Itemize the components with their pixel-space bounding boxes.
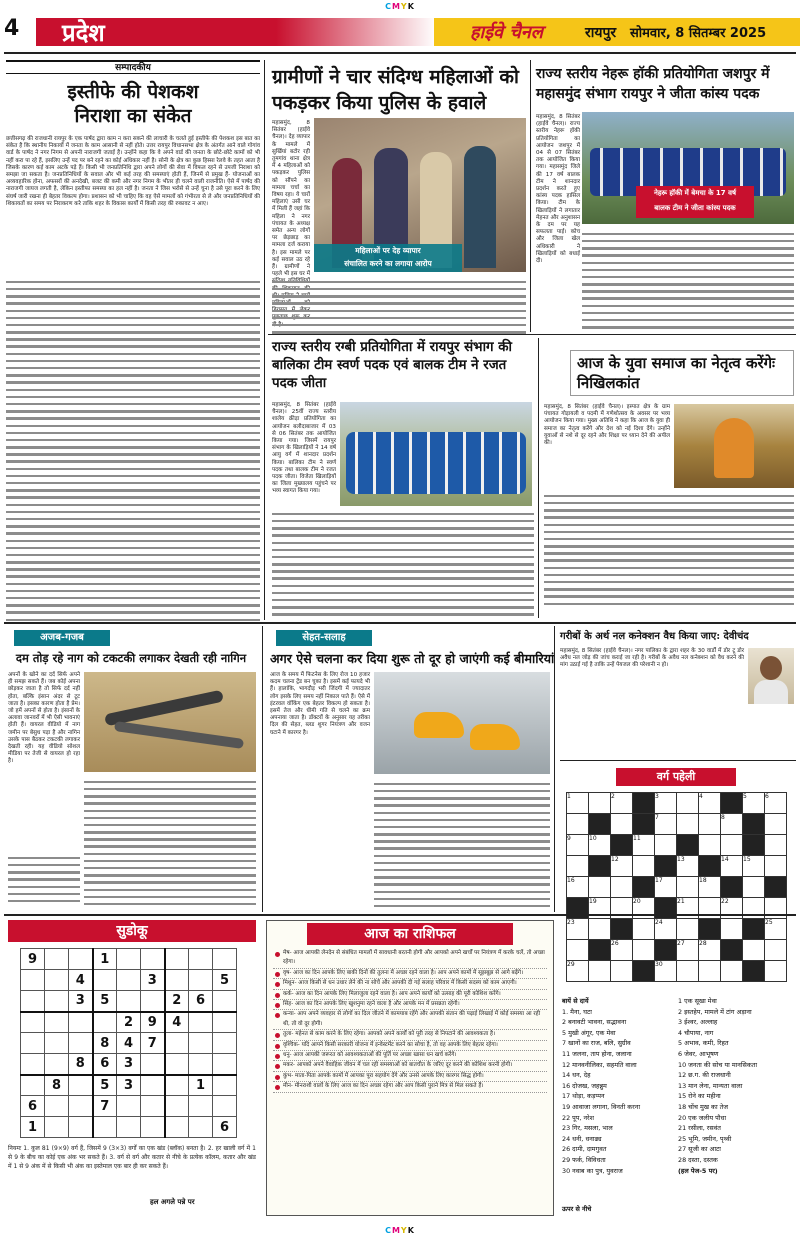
editorial-headline-1: इस्तीफे की पेशकश [67, 81, 199, 103]
section-title: प्रदेश [62, 18, 105, 47]
sudoku-cell [165, 1033, 189, 1054]
sudoku-answer-note: हल अगले पन्ने पर [150, 1198, 195, 1206]
across-clue: 1. मैना, घटा [562, 1007, 592, 1016]
sudoku-cell [117, 949, 141, 970]
story2-caption-line1: नेहरू हॉकी में बेमचा के 17 वर्ष [653, 189, 737, 197]
sudoku-cell: 2 [117, 1012, 141, 1033]
sudoku-cell: 6 [189, 991, 213, 1012]
down-clue: 13 मान लेना, मान्यता वाला [678, 1081, 743, 1090]
sudoku-cell [213, 1033, 237, 1054]
sudoku-cell [21, 991, 45, 1012]
story1-body-continued [272, 276, 526, 336]
sudoku-cell [189, 1012, 213, 1033]
editorial-body-continued [6, 281, 260, 621]
crossword-down [678, 996, 796, 1176]
crossword-title: वर्ग पहेली [616, 768, 736, 786]
horizontal-divider [268, 334, 796, 335]
sudoku-cell [213, 1075, 237, 1096]
sudoku-cell: 9 [21, 949, 45, 970]
sudoku-cell: 3 [117, 1054, 141, 1075]
ajab-body-continued [84, 776, 256, 908]
down-clue: 3 ईश्वर, अल्लाह [678, 1018, 718, 1027]
sudoku-cell: 7 [141, 1033, 165, 1054]
across-clue: 5 मुखी अंगूर, एक मेवा [562, 1028, 616, 1037]
sudoku-cell: 5 [93, 991, 117, 1012]
sudoku-cell [165, 970, 189, 991]
down-clue: 25 भूमि, जमीन, पृथ्वी [678, 1134, 732, 1143]
down-clue: 21 रसीला, रसवंत [678, 1124, 721, 1133]
across-clue: 26 दामी, दामगुवत [562, 1145, 607, 1154]
down-clue: 20 एक जलीय पौधा [678, 1113, 726, 1122]
sudoku-cell: 1 [21, 1117, 45, 1138]
ajab-photo [84, 672, 256, 772]
ajab-body-continued-2 [8, 852, 80, 908]
story2-body-continued [582, 228, 794, 332]
sehat-photo [374, 672, 550, 774]
story3-headline: राज्य स्तरीय रग्बी प्रतियोगिता में रायपुर संभाग की बालिका टीम स्वर्ण पदक एवं बालक टीम ने रजत पदक जीता [272, 339, 512, 391]
sudoku-cell [93, 970, 117, 991]
sudoku-cell [141, 949, 165, 970]
sudoku-rules: नियमः 1. कुल 81 (9×9) वर्ग हैं, जिसमें 9 (3×3) वर्गों का एक खंड (ब्लॉक) बनता है। 2. हर खाली वर्ग में 1 से 9 के बीच का कोई एक अंक भर सकते हैं। 3. वर्ग से वर्ग और कतार से नीचे के प्रत्येक कॉलम, कतार और खंड में 1 से 9 अंक में से किसी भी अंक का इस्तेमाल एक बार ही कर सकते हैं। [8, 1145, 256, 1170]
sudoku-cell: 6 [213, 1117, 237, 1138]
sudoku-title: सुडोकू [8, 920, 256, 942]
story2-caption-line2: बालक टीम ने जीता कांस्य पदक [654, 204, 736, 212]
sudoku-cell: 2 [165, 991, 189, 1012]
sudoku-cell [21, 1075, 45, 1096]
sudoku-cell: 8 [45, 1075, 69, 1096]
edition-city: रायपुर [585, 25, 617, 41]
down-clue: 2 इस्तहेप, मामले में टांग अड़ाना [678, 1007, 752, 1016]
crossword-across [562, 996, 674, 1176]
color-registration-bottom: CMYK [385, 1226, 415, 1235]
story1-photo-caption [314, 244, 462, 272]
sudoku-cell: 3 [69, 991, 93, 1012]
sudoku-cell: 5 [213, 970, 237, 991]
sudoku-cell [45, 1096, 69, 1117]
sudoku-cell [189, 949, 213, 970]
across-clue: 7 खानों का राज, बलि, सुग्रीव [562, 1039, 631, 1048]
editorial-label: सम्पादकीय [6, 60, 260, 74]
sehat-body-continued [374, 778, 550, 910]
editorial-body: छत्तीसगढ़ की राजधानी रायपुर के एक पार्षद द्वारा काम न करा सकने की लाचारी के चलते हुई इस्तीफे की पेशकश इस बात का संकेत है कि स्थानीय निकायों में जनता के काम आसानी से नहीं होते। उत्तर रायपुर विधानसभा क्षेत्र के अंतर्गत आने वाले गोगांव वार्ड के पार्षद ने नगर निगम से अपनी नाराजगी जताई है। उन्होंने कहा कि वे अपने वार्ड की जनता के छोटे-छोटे कामों को भी नहीं करा पा रहे हैं, इसलिए उन्हें पद पर बने रहने का कोई अधिकार नहीं है। सोनी के क्षेत्र का कुछ हिस्सा रेलवे के तहत आता है जिसके कारण कई काम अटके पड़े हैं। किसी भी जनप्रतिनिधि द्वारा अपने लोगों की सेवा में विफल रहने से उपजी निराशा को समझा जा सकता है। जनप्रतिनिधियों के सवाल और भी कई तरह की समस्याएं होती हैं, जिनमें से प्रमुख हैं- योजनाओं का अव्यवहारिक होना, अफसरों की अनदेखी, बजट की कमी और नगर निगम के भीतर ही चलने वाली राजनीति। ऐसे में पार्षद की नाराजगी जायज लगती है, लेकिन इस्तीफा समस्या का हल नहीं है। जनता ने जिस भरोसे से उन्हें चुना है उसे पूरा करने के लिए संघर्ष जारी रखना ही बेहतर विकल्प होगा। प्रशासन को भी चाहिए कि वह ऐसे मामलों को गंभीरता से ले और जनप्रतिनिधियों की शिकायतों का समय पर निराकरण करे ताकि शहर के विकास कार्यों में किसी तरह की रुकावट न आए। [6, 136, 260, 207]
sudoku-cell [141, 1075, 165, 1096]
sudoku-cell [45, 1012, 69, 1033]
sudoku-cell [45, 1054, 69, 1075]
sudoku-cell: 5 [93, 1075, 117, 1096]
sudoku-grid [20, 948, 237, 1138]
sudoku-cell: 6 [21, 1096, 45, 1117]
rashifal-item: धनु- आज आपकी जरूरत को आवश्यकताओं की पूर्ति पर अच्छा खासा धन खर्च करेंगे। [273, 1051, 547, 1061]
sudoku-cell [189, 970, 213, 991]
sudoku-cell: 4 [117, 1033, 141, 1054]
sehat-headline: अगर ऐसे चलना कर दिया शुरू तो दूर हो जाएंगी कई बीमारियां [270, 651, 555, 666]
sudoku-cell [213, 1012, 237, 1033]
across-clue: 11 जलना, ताप होना, जलाना [562, 1049, 632, 1058]
down-clue: 1 एक सूखा मेवा [678, 997, 717, 1005]
across-clue: 30 नवाब का पुत्र, युवराज [562, 1166, 623, 1175]
sudoku-cell [117, 1096, 141, 1117]
page-number: 4 [4, 16, 20, 41]
ajab-label: अजब-गजब [14, 630, 110, 646]
story3-photo [340, 402, 532, 506]
rashifal-item: मकर- आपको अपने वैवाहिक जीवन में चल रही समस्याओं को बातचीत के जरिए दूर करने की कोशिश करनी होगी। [273, 1061, 547, 1071]
sudoku-cell [21, 970, 45, 991]
story4-photo [674, 404, 794, 488]
sudoku-cell: 8 [93, 1033, 117, 1054]
sudoku-cell [21, 1054, 45, 1075]
down-clue: 18 चोंच मुख का तेज [678, 1102, 729, 1111]
sudoku-cell: 4 [165, 1012, 189, 1033]
sudoku-cell: 4 [69, 970, 93, 991]
sudoku-cell [21, 1033, 45, 1054]
sudoku-cell [117, 1117, 141, 1138]
sudoku-cell: 8 [69, 1054, 93, 1075]
down-clue: 28 दस्ता, दस्तक [678, 1155, 718, 1164]
story4-body-continued [544, 490, 794, 616]
sudoku-cell [165, 1054, 189, 1075]
story5-portrait [748, 648, 794, 704]
sudoku-cell [165, 1075, 189, 1096]
sudoku-cell [45, 970, 69, 991]
horizontal-divider [4, 914, 796, 916]
sudoku-cell [117, 970, 141, 991]
across-clue: 19 आवाजा लगाना, विनती करना [562, 1102, 640, 1111]
sudoku-cell [189, 1096, 213, 1117]
rashifal-item: सिंह- आज का दिन आपके लिए खुशनुमा रहने वाला है और आपके मन में प्रसन्नता रहेगी। [273, 1000, 547, 1010]
story1-caption-line1: महिलाओं पर देह व्यापार [355, 246, 421, 255]
rashifal-box [266, 920, 554, 1216]
sudoku-cell: 1 [189, 1075, 213, 1096]
sudoku-cell [213, 1054, 237, 1075]
sudoku-cell [189, 1054, 213, 1075]
rashifal-item: मिथुन- आज किसी से धन उधार लेने की ना सोचें और आपकी दी गई सलाह परिवार में किसी सदस्य को काम आएगी। [273, 979, 547, 989]
sudoku-cell: 9 [141, 1012, 165, 1033]
down-clue: 27 सूजी का आटा [678, 1145, 721, 1154]
down-clue: 6 जेवर, आभूषण [678, 1049, 719, 1058]
column-divider [554, 626, 555, 912]
story1-body: महासमुंद, 8 सितंबर (हाईवे चैनल)। देह व्यापार के मामले में सुर्खियां बटोर रही तुमगांव थाना क्षेत्र में 4 महिलाओं को पकड़कर पुलिस को सौंपने का मामला चर्चा का विषय रहा। ये चारों महिलाएं उसी घर में मिली हैं जहां कि महिला ने नगर पंचायत के अध्यक्ष समेत अन्य लोगों पर छेड़छाड़ का मामला दर्ज कराया है। इस मामले पर कई सवाल उठ रहे हैं। ग्रामीणों ने पहले भी इस घर में [272, 120, 310, 278]
rashifal-item: मेष- आज आपकी लेनदेन से संबंधित मामलों में सावधानी बरतनी होगी और आपको अपने खर्चों पर नियंत्रण में करके चलें, तो अच्छा रहेगा। [273, 949, 547, 969]
story1-caption-line2: संचालित करने का लगाया आरोप [344, 259, 432, 268]
sudoku-cell [165, 949, 189, 970]
header-rule [4, 52, 796, 54]
across-clue: 23 गिर, मसला, भाल [562, 1124, 613, 1133]
sudoku-cell [21, 1012, 45, 1033]
across-clue: 16 दोजख, जहन्नुम [562, 1081, 607, 1090]
ajab-headline: दम तोड़ रहे नाग को टकटकी लगाकर देखती रही नागिन [15, 651, 247, 665]
sudoku-cell [165, 1117, 189, 1138]
sudoku-cell [45, 1117, 69, 1138]
across-clue: 22 पूप, नरेश [562, 1113, 594, 1122]
sudoku-cell [165, 1096, 189, 1117]
ajab-body: अपनों के खोने का दर्द सिर्फ अपने ही समझ सकते हैं। जब कोई अपना छोड़कर जाता है तो सिर्फ दर्द नहीं होता, बल्कि इंसान अंदर से टूट जाता है। इसका कारण होता है प्रेम। जो हमें अपनों से होता है। इंसानों के अलावा जानवरों में भी ऐसी भावनाएं होती हैं। वायरल वीडियो में नाग जमीन पर बेसुध पड़ा है और नागिन उसके पास बैठकर टकटकी लगाकर देखती रही। यह वीडियो सोशल मीडिया पर तेजी से वायरल हो रहा है। [8, 672, 80, 765]
sudoku-cell [45, 1033, 69, 1054]
story3-body-continued [272, 508, 534, 618]
across-clue: 29 फर्क, विविधता [562, 1155, 606, 1164]
down-clue: 15 रोने का महीना [678, 1092, 721, 1101]
column-divider [538, 338, 539, 618]
rashifal-item: कुंभ- माता-पिता आपके कामों में आपका पूरा सहयोग देंगे और उनसे आपके लिए कारगर सिद्ध होगी। [273, 1072, 547, 1082]
rashifal-item: कन्या- आप अपने व्यवहार से लोगों का दिल जीतने में कामयाब रहेंगे और आपकी संतान की पढ़ाई लिखाई में कोई समस्या आ रही थी, तो वो दूर होगी। [273, 1010, 547, 1030]
sehat-label: सेहत-सलाह [276, 630, 372, 646]
across-clue: 12 मानवनीलिका, सहमति वाला [562, 1060, 637, 1069]
story5-body: महासमुंद, 8 सितंबर (हाईवे चैनल)। नगर पालिका के द्वारा शहर के 30 वार्डों में डोर टू डोर अवैध नल जोड़ की जांच कराई जा रही है। गरीबों के अवैध नल कनेक्शन को वैध करने की मांग उठाई गई है ताकि उन्हें पेयजल की परेशानी न हो। [560, 648, 744, 669]
sudoku-cell [69, 1033, 93, 1054]
sudoku-cell [141, 1054, 165, 1075]
sudoku-cell: 3 [141, 970, 165, 991]
across-clue: 24 धनी, धनाढ्य [562, 1134, 602, 1143]
horizontal-divider [4, 622, 796, 624]
sudoku-cell: 1 [93, 949, 117, 970]
story4-headline: आज के युवा समाज का नेतृत्व करेंगेः निखिलकांत [570, 350, 794, 396]
sudoku-cell [69, 1012, 93, 1033]
column-divider [530, 60, 531, 332]
sudoku-cell [189, 1117, 213, 1138]
sudoku-cell [213, 949, 237, 970]
sudoku-cell [69, 1117, 93, 1138]
crossword-grid: 1 2 3 4 5 6 7 8 9 10 11 12 13 14 15 16 17 18 19 20 21 22 23 24 25 26 27 28 29 30 [566, 792, 787, 982]
sudoku-cell [117, 991, 141, 1012]
sudoku-cell [93, 1117, 117, 1138]
sudoku-cell: 7 [93, 1096, 117, 1117]
crossword-answer-note: (हल पेज-5 पर) [678, 1166, 718, 1175]
story2-body: महासमुंद, 8 सितंबर (हाईवे चैनल)। राज्य स्तरीय नेहरू हॉकी प्रतियोगिता का आयोजन जशपुर में 04 से 07 सितंबर तक आयोजित किया गया। महासमुंद जिले की 17 वर्ष बालक टीम ने शानदार प्रदर्शन करते हुए कांस्य पदक हासिल किया। टीम के खिलाड़ियों ने लगातार मेहनत और अनुशासन के दम पर यह सफलता पाई। कोच और जिला खेल अधिकारी ने खिलाड़ियों को बधाई दी। [536, 114, 580, 265]
sudoku-cell [69, 949, 93, 970]
story2-headline: राज्य स्तरीय नेहरू हॉकी प्रतियोगिता जशपुर में महासमुंद संभाग रायपुर ने जीता कांस्य पदक [536, 66, 770, 102]
story3-body: महासमुंद, 8 सितंबर (हाईवे चैनल)। 25वीं राज्य स्तरीय शालेय क्रीड़ा प्रतियोगिता का आयोजन बलौदाबाजार में 03 से 06 सितंबर तक आयोजित किया गया। जिसमें रायपुर संभाग के खिलाड़ियों ने 14 वर्ष आयु वर्ग में शानदार प्रदर्शन किया। बालिका टीम ने स्वर्ण पदक तथा बालक टीम ने रजत पदक जीता। विजेता खिलाड़ियों का जिला मुख्यालय पहुंचने पर भव्य स्वागत किया गया। [272, 402, 336, 495]
rashifal-item: वृष- आज का दिन आपके लिए बाकी दिनों की तुलना में अच्छा रहने वाला है। आप अपने कामों में सूझबूझ से आगे बढ़ेंगे। [273, 969, 547, 979]
color-registration-top: CMYK [385, 2, 415, 11]
sudoku-cell [213, 991, 237, 1012]
story1-headline: ग्रामीणों ने चार संदिग्ध महिलाओं को पकड़कर किया पुलिस के हवाले [272, 66, 519, 114]
sudoku-cell [141, 1117, 165, 1138]
rashifal-list [267, 947, 553, 1095]
sudoku-cell [69, 1096, 93, 1117]
story2-photo-caption [636, 186, 754, 218]
editorial-headline-2: निराशा का संकेत [74, 105, 192, 127]
rashifal-title: आज का राशिफल [307, 923, 513, 945]
down-clue: 5 अभाव, कमी, रिहत [678, 1039, 729, 1048]
across-title: बायें से दायें [562, 997, 589, 1005]
sehat-body: आज के समय में फिटनेस के लिए रोज 10 हजार कदम चलना ट्रेंड बन चुका है। इसमें कई फायदे भी हैं। हालांकि, भागदौड़ भरी जिंदगी में ज्यादातर लोग इसके लिए समय नहीं निकाल पाते हैं। ऐसे में इंटरवल वॉकिंग एक बेहतर विकल्प हो सकता है। इसमें तेज और धीमी गति से चलने का क्रम अपनाया जाता है। डॉक्टरों के अनुसार यह तरीका दिल की सेहत, ब्लड शुगर नियंत्रण और वजन घटाने में कारगर है। [270, 672, 370, 736]
sudoku-cell [93, 1012, 117, 1033]
sudoku-cell [69, 1075, 93, 1096]
down-clue: 4 चौपाया, नाग [678, 1028, 714, 1037]
issue-date: सोमवार, 8 सितम्बर 2025 [630, 26, 767, 41]
down-clue: 12 छ.ग. की राजधानी [678, 1071, 731, 1080]
brand-logo: हाईवे चैनल [470, 22, 543, 43]
rashifal-item: मीन- मीनराशी वालों के लिए आज का दिन अच्छा रहेगा और आप किसी पुराने मित्र से मिल सकते हैं। [273, 1082, 547, 1092]
editorial-column [6, 60, 260, 620]
story5-headline: गरीबों के अर्थ नल कनेक्शन वैध किया जाए: देवीचंद [560, 631, 749, 642]
horizontal-divider [560, 760, 796, 761]
across-clue: 2 बनावटी भावना, सद्भावना [562, 1018, 627, 1027]
down-title: ऊपर से नीचे [562, 1205, 592, 1213]
story4-body: महासमुंद, 8 सितंबर (हाईवे चैनल)। इस्पात क्षेत्र के ग्राम पंचायत गोड़ायली व पदमी में गणेशोत्सव के अवसर पर भव्य आयोजन किया गया। मुख्य अतिथि ने कहा कि आज के युवा ही समाज का नेतृत्व करेंगे और देश को नई दिशा देंगे। उन्होंने युवाओं से नशे से दूर रहने और शिक्षा पर ध्यान देने की अपील की। [544, 404, 670, 447]
sudoku-cell [45, 949, 69, 970]
sudoku-cell [141, 991, 165, 1012]
sudoku-cell: 6 [93, 1054, 117, 1075]
down-clue: 10 जनता की सोच या मानसिकता [678, 1060, 758, 1069]
across-clue: 14 धन, देह [562, 1071, 591, 1080]
rashifal-item: तुला- महेनत से काम करने के लिए रहेगा। आपको अपने कार्यों को पूरी तरह से निपटाने की आवश्यकता है। [273, 1030, 547, 1040]
across-clue: 17 थोड़ा, कड़प्पन [562, 1092, 605, 1101]
column-divider [264, 60, 265, 620]
rashifal-item: कर्क- आज का दिन आपके लिए मिलाजुला रहने वाला है। आप अपने कार्यों को उत्साह की पूरी कोशिश करेंगे। [273, 990, 547, 1000]
sudoku-cell [45, 991, 69, 1012]
sudoku-cell [141, 1096, 165, 1117]
column-divider [262, 626, 263, 912]
sudoku-cell [189, 1033, 213, 1054]
sudoku-cell [213, 1096, 237, 1117]
rashifal-item: वृश्चिक- यदि आपने किसी सरकारी योजना में इन्वेस्टमेंट करने का सोचा है, तो वह आपके लिए बेहतर रहेगा। [273, 1041, 547, 1051]
sudoku-cell: 3 [117, 1075, 141, 1096]
